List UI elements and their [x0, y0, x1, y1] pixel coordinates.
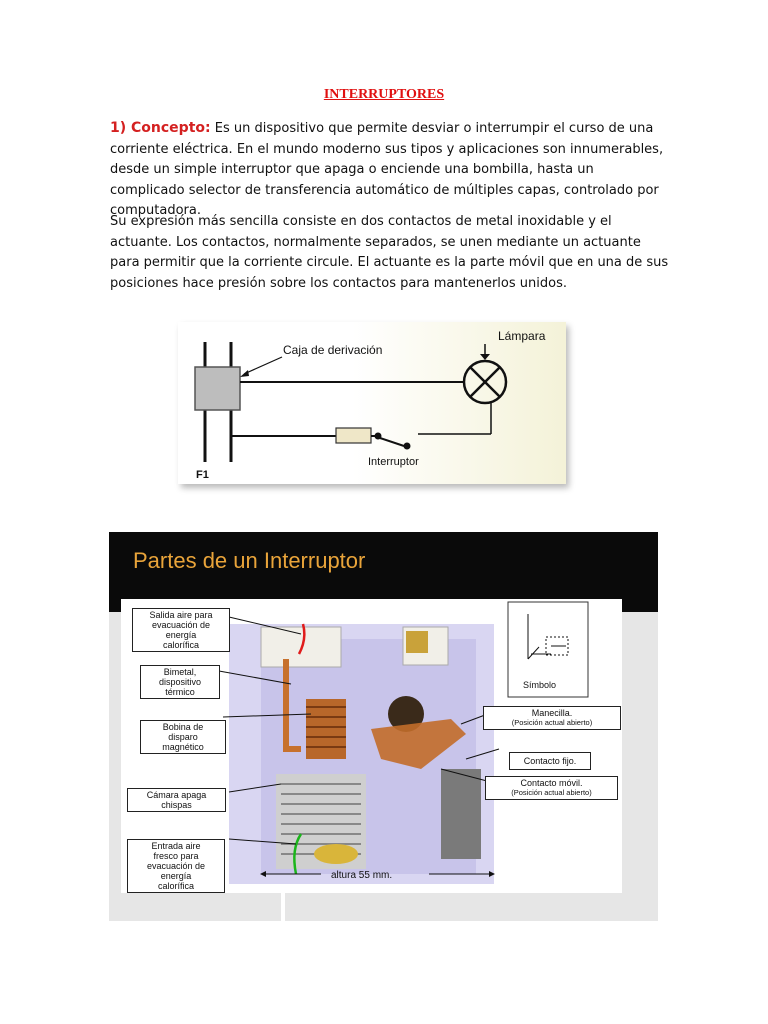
- callout-salida: Salida aire para evacuación de energía calorífica: [132, 608, 230, 652]
- concept-text: Es un dispositivo que permite desviar o interrumpir el curso de una corriente eléctrica. En el mundo moderno sus tipos y aplicaciones son innumerables, desde un simple interruptor que apaga o enciende una bombilla, hasta un complicado selector de transferencia automático de múltiples capas, controlado por computadora.: [110, 121, 664, 218]
- callout-camara: Cámara apaga chispas: [127, 788, 226, 812]
- altura-label: altura 55 mm.: [331, 870, 393, 881]
- callout-manecilla: Manecilla. (Posición actual abierto): [483, 706, 621, 730]
- f1-label: F1: [196, 469, 209, 481]
- figure-heading: Partes de un Interruptor: [133, 548, 366, 573]
- callout-entrada: Entrada aire fresco para evacuación de energía calorífica: [127, 839, 225, 893]
- page-title: INTERRUPTORES: [323, 87, 445, 102]
- callout-bimetal: Bimetal, dispositivo térmico: [140, 665, 220, 699]
- caja-label: Caja de derivación: [283, 343, 383, 357]
- breaker-parts-figure: [109, 532, 658, 921]
- second-paragraph: Su expresión más sencilla consiste en dos contactos de metal inoxidable y el actuante. Los contactos, normalmente separados, se unen mediante un actuante para permitir que la corriente circule. El actuante es la parte móvil que en una de sus posiciones hace presión sobre los contactos para mantenerlos unidos.: [110, 214, 669, 291]
- concept-paragraph: [110, 118, 670, 222]
- switch-contact-b: [404, 443, 411, 450]
- interruptor-label: Interruptor: [368, 456, 419, 468]
- lampara-label: Lámpara: [498, 329, 546, 343]
- concept-label: 1) Concepto:: [110, 120, 211, 136]
- callout-contacto-movil: Contacto móvil. (Posición actual abierto): [485, 776, 618, 800]
- wiring-diagram: [178, 322, 566, 484]
- callout-bobina: Bobina de disparo magnético: [140, 720, 226, 754]
- fuse-element: [336, 428, 371, 443]
- junction-box: [195, 367, 240, 410]
- wiring-diagram-svg: [178, 322, 566, 484]
- callout-contacto-fijo: Contacto fijo.: [509, 752, 591, 770]
- figure-divider: [281, 893, 285, 921]
- simbolo-label: Símbolo: [523, 680, 557, 690]
